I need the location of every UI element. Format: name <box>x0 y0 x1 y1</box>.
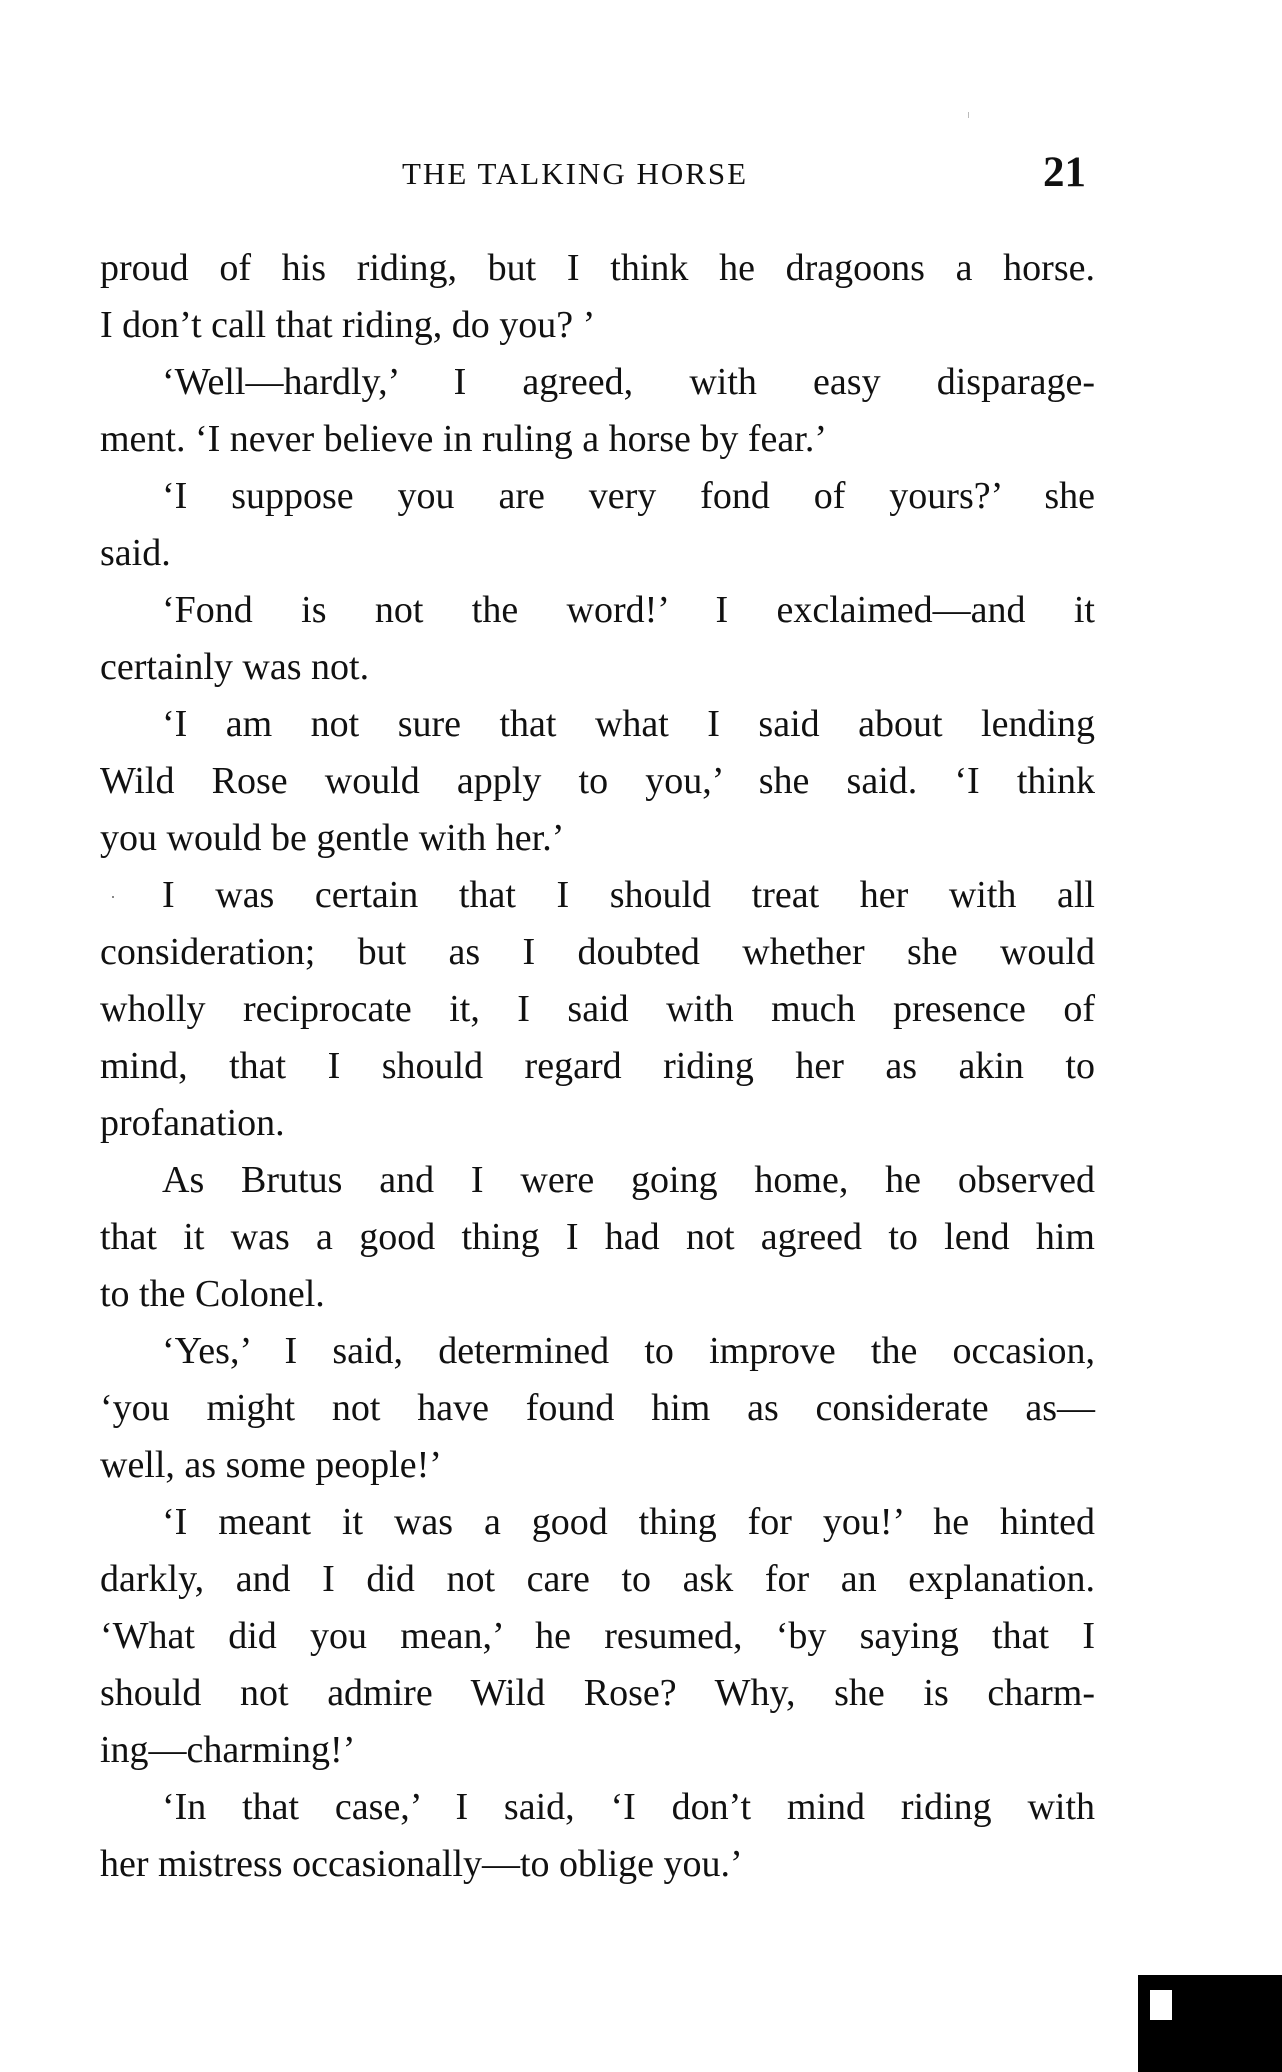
text-line: well, as some people!’ <box>100 1444 442 1486</box>
scan-speck <box>112 896 114 898</box>
text-line: her mistress occasionally—to oblige you.’ <box>100 1843 743 1885</box>
text-line: darkly, and I did not care to ask for an explanation. <box>100 1558 1095 1600</box>
page-number: 21 <box>1043 149 1086 196</box>
text-line: ‘In that case,’ I said, ‘I don’t mind riding with <box>162 1786 1095 1828</box>
text-line: ing—charming!’ <box>100 1729 356 1771</box>
text-line: ‘What did you mean,’ he resumed, ‘by saying that I <box>100 1615 1095 1657</box>
text-line: As Brutus and I were going home, he observed <box>162 1159 1095 1201</box>
text-line: ‘Well—hardly,’ I agreed, with easy disparage- <box>162 361 1095 403</box>
text-line: to the Colonel. <box>100 1273 325 1315</box>
running-title: THE TALKING HORSE <box>402 156 749 191</box>
text-line: I was certain that I should treat her with all <box>162 874 1095 916</box>
running-head <box>0 148 1282 200</box>
body-text <box>100 240 1095 1893</box>
text-line: mind, that I should regard riding her as akin to <box>100 1045 1095 1087</box>
text-line: ‘Fond is not the word!’ I exclaimed—and it <box>162 589 1095 631</box>
scan-mark <box>968 112 969 118</box>
text-line: ‘I suppose you are very fond of yours?’ she <box>162 475 1095 517</box>
text-line: certainly was not. <box>100 646 370 688</box>
scan-edge-notch <box>1150 1990 1172 2020</box>
text-line: ‘you might not have found him as considerate as— <box>100 1387 1095 1429</box>
text-line: I don’t call that riding, do you? ’ <box>100 304 596 346</box>
text-line: ‘I am not sure that what I said about lending <box>162 703 1095 745</box>
text-line: said. <box>100 532 171 574</box>
text-line: ment. ‘I never believe in ruling a horse by fear.’ <box>100 418 827 460</box>
text-line: you would be gentle with her.’ <box>100 817 565 859</box>
text-line: ‘I meant it was a good thing for you!’ he hinted <box>162 1501 1095 1543</box>
text-line: should not admire Wild Rose? Why, she is charm- <box>100 1672 1095 1714</box>
text-line: consideration; but as I doubted whether she would <box>100 931 1095 973</box>
text-line: that it was a good thing I had not agreed to lend him <box>100 1216 1095 1258</box>
text-line: wholly reciprocate it, I said with much presence of <box>100 988 1095 1030</box>
text-line: ‘Yes,’ I said, determined to improve the occasion, <box>162 1330 1095 1372</box>
text-line: proud of his riding, but I think he dragoons a horse. <box>100 247 1095 289</box>
text-line: Wild Rose would apply to you,’ she said. ‘I think <box>100 760 1095 802</box>
text-line: profanation. <box>100 1102 285 1144</box>
